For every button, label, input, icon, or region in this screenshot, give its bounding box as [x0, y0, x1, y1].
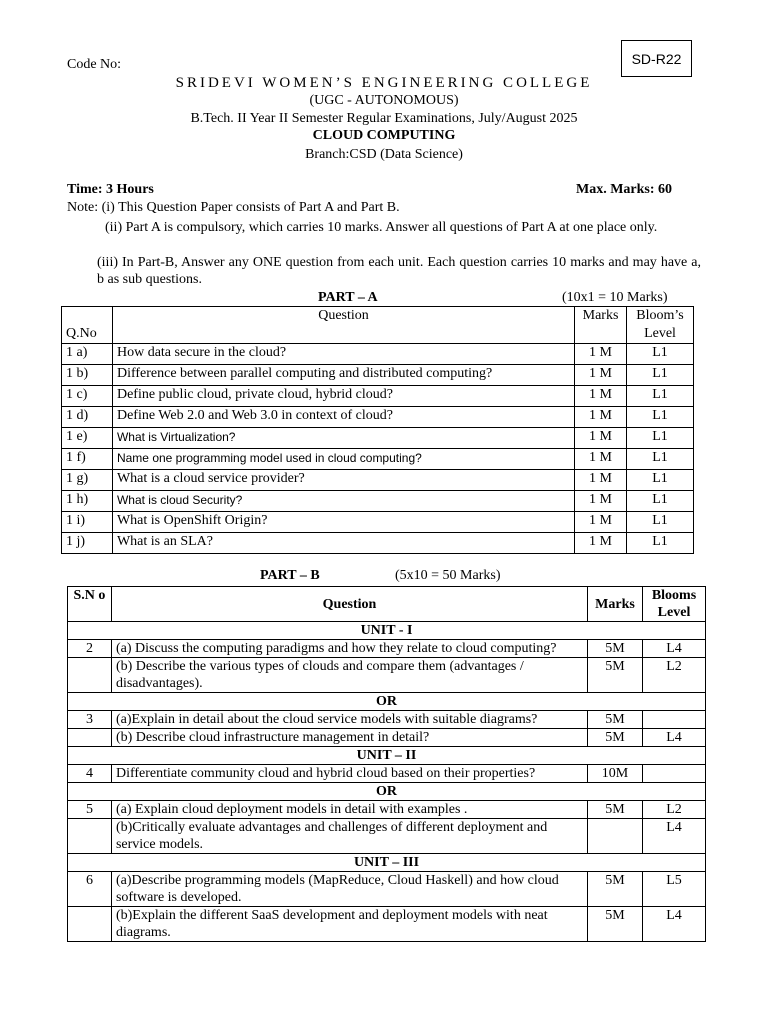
- question-cell: How data secure in the cloud?: [112, 344, 574, 365]
- level-cell: L1: [627, 491, 694, 512]
- subject-title: CLOUD COMPUTING: [312, 128, 456, 143]
- college-name: SRIDEVI WOMEN’S ENGINEERING COLLEGE: [175, 75, 593, 91]
- sno-cell: [68, 729, 112, 747]
- note-ii: (ii) Part A is compulsory, which carries 10 marks. Answer all questions of Part A at one place only.: [105, 220, 658, 235]
- table-row: [62, 428, 694, 449]
- header-marks: Marks: [575, 307, 627, 344]
- sno-cell: 4: [68, 765, 112, 783]
- table-row: [62, 491, 694, 512]
- marks-cell: 1 M: [575, 449, 627, 470]
- marks-cell: 5M: [588, 711, 643, 729]
- part-a-table: [61, 306, 694, 554]
- question-cell: What is Virtualization?: [112, 428, 574, 449]
- marks-cell: 5M: [588, 640, 643, 658]
- note-iii: (iii) In Part-B, Answer any ONE question from each unit. Each question carries 10 marks and may have a, b as sub questions.: [97, 255, 701, 287]
- unit-heading: UNIT - I: [68, 622, 706, 640]
- level-cell: L1: [627, 407, 694, 428]
- question-cell: Differentiate community cloud and hybrid cloud based on their properties?: [111, 765, 587, 783]
- table-row: [68, 658, 706, 693]
- regulation-code-box: SD-R22: [621, 40, 692, 77]
- level-cell: L4: [643, 640, 706, 658]
- unit-row: [68, 622, 706, 640]
- unit-row: [68, 854, 706, 872]
- level-cell: L1: [627, 386, 694, 407]
- marks-cell: 10M: [588, 765, 643, 783]
- question-cell: (a) Explain cloud deployment models in detail with examples .: [111, 801, 587, 819]
- question-cell: (a)Describe programming models (MapReduce, Cloud Haskell) and how cloud software is developed.: [111, 872, 587, 907]
- question-cell: (a)Explain in detail about the cloud service models with suitable diagrams?: [111, 711, 587, 729]
- table-row: [62, 407, 694, 428]
- part-b-marks: (5x10 = 50 Marks): [395, 568, 501, 583]
- unit-row: [68, 747, 706, 765]
- sno-cell: [68, 907, 112, 942]
- header-sno: S.N o: [68, 587, 112, 622]
- header-marks: Marks: [588, 587, 643, 622]
- marks-cell: 1 M: [575, 491, 627, 512]
- sno-cell: 3: [68, 711, 112, 729]
- marks-cell: 5M: [588, 872, 643, 907]
- table-row: [62, 344, 694, 365]
- header-blooms: Blooms Level: [643, 587, 706, 622]
- autonomy-line: (UGC - AUTONOMOUS): [309, 93, 459, 108]
- sno-cell: [68, 819, 112, 854]
- level-cell: L1: [627, 428, 694, 449]
- qno-cell: 1 c): [62, 386, 113, 407]
- level-cell: [643, 711, 706, 729]
- qno-cell: 1 d): [62, 407, 113, 428]
- sno-cell: 5: [68, 801, 112, 819]
- marks-cell: 1 M: [575, 407, 627, 428]
- unit-heading: UNIT – III: [68, 854, 706, 872]
- qno-cell: 1 e): [62, 428, 113, 449]
- question-cell: (b) Describe the various types of clouds and compare them (advantages / disadvantages).: [111, 658, 587, 693]
- question-cell: (b)Critically evaluate advantages and challenges of different deployment and service models.: [111, 819, 587, 854]
- header-question: Question: [111, 587, 587, 622]
- level-cell: L1: [627, 449, 694, 470]
- level-cell: L5: [643, 872, 706, 907]
- qno-cell: 1 a): [62, 344, 113, 365]
- question-cell: What is an SLA?: [112, 533, 574, 554]
- branch-line: Branch:CSD (Data Science): [305, 147, 463, 162]
- marks-cell: 1 M: [575, 386, 627, 407]
- note-i: Note: (i) This Question Paper consists of Part A and Part B.: [67, 200, 400, 215]
- marks-cell: 5M: [588, 801, 643, 819]
- max-marks-label: Max. Marks: 60: [576, 182, 673, 197]
- marks-cell: 5M: [588, 658, 643, 693]
- qno-cell: 1 h): [62, 491, 113, 512]
- table-row: [68, 711, 706, 729]
- question-cell: Define public cloud, private cloud, hybrid cloud?: [112, 386, 574, 407]
- table-row: [62, 512, 694, 533]
- table-row: [68, 729, 706, 747]
- sno-cell: 6: [68, 872, 112, 907]
- table-row: [68, 819, 706, 854]
- marks-cell: 5M: [588, 907, 643, 942]
- marks-cell: 1 M: [575, 365, 627, 386]
- table-row: [68, 872, 706, 907]
- qno-cell: 1 g): [62, 470, 113, 491]
- qno-cell: 1 b): [62, 365, 113, 386]
- level-cell: L1: [627, 470, 694, 491]
- marks-cell: [588, 819, 643, 854]
- level-cell: L1: [627, 533, 694, 554]
- level-cell: L4: [643, 819, 706, 854]
- question-cell: What is a cloud service provider?: [112, 470, 574, 491]
- question-cell: Name one programming model used in cloud computing?: [112, 449, 574, 470]
- qno-cell: 1 j): [62, 533, 113, 554]
- level-cell: L1: [627, 512, 694, 533]
- header-question: Question: [112, 307, 574, 344]
- table-row: [68, 907, 706, 942]
- or-divider: OR: [68, 693, 706, 711]
- code-no-label: Code No:: [67, 57, 122, 72]
- marks-cell: 1 M: [575, 512, 627, 533]
- header-qno: Q.No: [62, 307, 113, 344]
- or-row: [68, 693, 706, 711]
- sno-cell: [68, 658, 112, 693]
- sno-cell: 2: [68, 640, 112, 658]
- or-row: [68, 783, 706, 801]
- level-cell: L4: [643, 729, 706, 747]
- table-header-row: [62, 307, 694, 344]
- question-cell: (a) Discuss the computing paradigms and how they relate to cloud computing?: [111, 640, 587, 658]
- qno-cell: 1 f): [62, 449, 113, 470]
- table-row: [62, 365, 694, 386]
- level-cell: L2: [643, 801, 706, 819]
- marks-cell: 5M: [588, 729, 643, 747]
- table-row: [68, 765, 706, 783]
- marks-cell: 1 M: [575, 533, 627, 554]
- or-divider: OR: [68, 783, 706, 801]
- marks-cell: 1 M: [575, 470, 627, 491]
- exam-line: B.Tech. II Year II Semester Regular Examinations, July/August 2025: [190, 111, 578, 126]
- unit-heading: UNIT – II: [68, 747, 706, 765]
- part-b-table: [67, 586, 706, 942]
- table-row: [62, 386, 694, 407]
- table-row: [62, 449, 694, 470]
- time-label: Time: 3 Hours: [67, 182, 154, 197]
- level-cell: L1: [627, 365, 694, 386]
- level-cell: L4: [643, 907, 706, 942]
- table-row: [62, 470, 694, 491]
- table-row: [68, 801, 706, 819]
- part-a-title: PART – A: [318, 290, 378, 305]
- question-cell: What is OpenShift Origin?: [112, 512, 574, 533]
- table-row: [68, 640, 706, 658]
- question-cell: (b) Describe cloud infrastructure management in detail?: [111, 729, 587, 747]
- level-cell: L2: [643, 658, 706, 693]
- level-cell: [643, 765, 706, 783]
- part-a-marks: (10x1 = 10 Marks): [562, 290, 668, 305]
- question-cell: Difference between parallel computing and distributed computing?: [112, 365, 574, 386]
- qno-cell: 1 i): [62, 512, 113, 533]
- part-b-title: PART – B: [260, 568, 320, 583]
- marks-cell: 1 M: [575, 428, 627, 449]
- level-cell: L1: [627, 344, 694, 365]
- header-blooms: Bloom’s Level: [627, 307, 694, 344]
- marks-cell: 1 M: [575, 344, 627, 365]
- question-cell: Define Web 2.0 and Web 3.0 in context of cloud?: [112, 407, 574, 428]
- question-cell: What is cloud Security?: [112, 491, 574, 512]
- question-cell: (b)Explain the different SaaS development and deployment models with neat diagrams.: [111, 907, 587, 942]
- table-row: [62, 533, 694, 554]
- table-header-row: [68, 587, 706, 622]
